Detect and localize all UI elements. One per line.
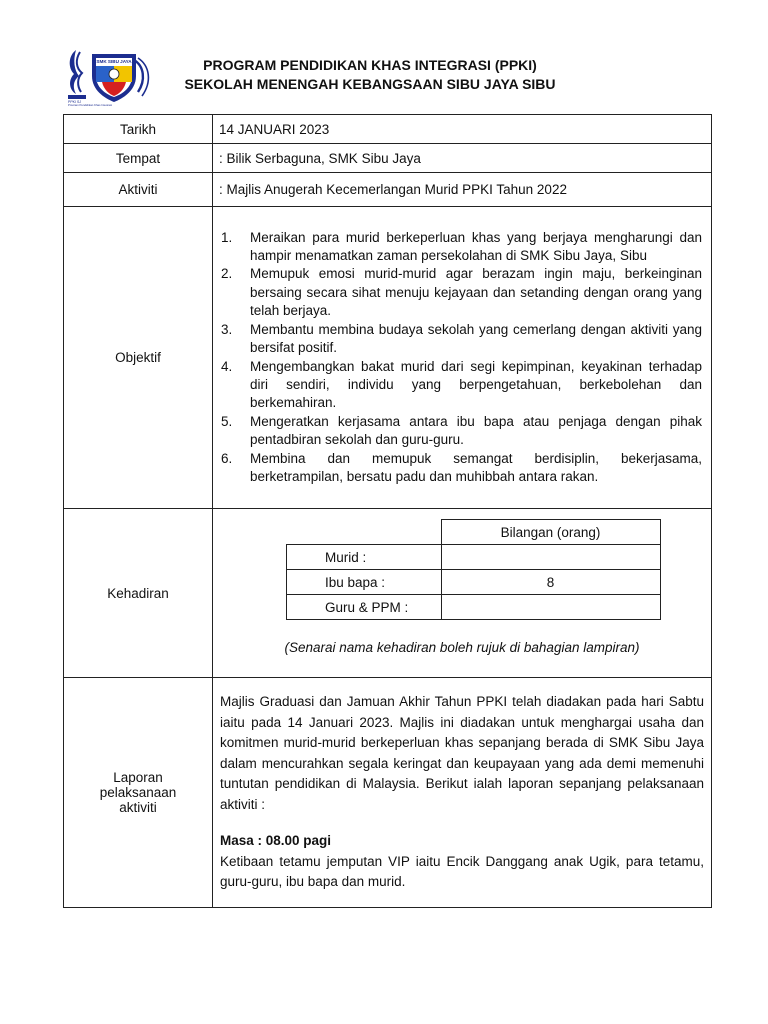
objektif-item: Mengeratkan kerjasama antara ibu bapa atau penjaga dengan pihak pentadbiran sekolah dan guru-guru. <box>250 413 702 448</box>
objektif-item: Meraikan para murid berkeperluan khas yang berjaya mengharungi dan hampir menamatkan zaman persekolahan di SMK Sibu Jaya, Sibu <box>250 229 702 264</box>
aktiviti-label: Aktiviti <box>64 173 213 207</box>
tarikh-value: 14 JANUARI 2023 <box>213 115 712 144</box>
row-laporan <box>64 678 712 908</box>
attendance-header-row <box>287 520 661 545</box>
svg-text:PPKI SJ: PPKI SJ <box>68 100 82 104</box>
row-tarikh <box>64 115 712 144</box>
attendance-row <box>287 545 661 570</box>
attendance-column-header: Bilangan (orang) <box>441 520 660 545</box>
svg-text:Program Pendidikan Khas Integr: Program Pendidikan Khas Integrasi <box>68 103 112 106</box>
laporan-label-line: pelaksanaan <box>99 785 177 800</box>
report-table <box>63 114 712 908</box>
ppki-emblem-icon <box>68 50 86 99</box>
kehadiran-label: Kehadiran <box>64 509 213 678</box>
masa-text: Ketibaan tetamu jemputan VIP iaitu Encik Danggang anak Ugik, para tetamu, guru-guru, ibu bapa dan murid. <box>220 853 704 890</box>
row-kehadiran <box>64 509 712 678</box>
attendance-row-value <box>441 545 660 570</box>
row-tempat <box>64 144 712 173</box>
laporan-label <box>64 678 213 908</box>
attendance-row-value <box>441 595 660 620</box>
laporan-label-line: aktiviti <box>119 800 157 815</box>
attendance-row <box>287 570 661 595</box>
objektif-label: Objektif <box>64 207 213 509</box>
row-aktiviti <box>64 173 712 207</box>
objektif-item: Memupuk emosi murid-murid agar berazam ingin maju, berkeinginan bersaing secara sihat menuju kejayaan dan setanding dengan orang yang telah berjaya. <box>250 266 702 319</box>
tempat-value: : Bilik Serbaguna, SMK Sibu Jaya <box>213 144 712 173</box>
header-program-title: PROGRAM PENDIDIKAN KHAS INTEGRASI (PPKI) <box>203 57 537 73</box>
objektif-content <box>213 207 712 509</box>
attendance-row-label: Ibu bapa : <box>287 570 442 595</box>
objektif-item: Membantu membina budaya sekolah yang cemerlang dengan aktiviti yang bersifat positif. <box>250 321 702 356</box>
laporan-intro: Majlis Graduasi dan Jamuan Akhir Tahun PPKI telah diadakan pada hari Sabtu iaitu pada 14 Januari 2023. Majlis ini diadakan untuk menghargai usaha dan komitmen murid-murid berkeperluan khas sepanjang berada di SMK Sibu Jaya dalam mencurahkan segala keringat dan keupayaan yang ada demi memenuhi tuntutan pendidikan di Malaysia. Berikut ialah laporan sepanjang pelaksanaan aktiviti : <box>220 694 704 812</box>
laporan-label-line: Laporan <box>113 770 163 785</box>
tempat-label: Tempat <box>64 144 213 173</box>
attendance-row-value: 8 <box>441 570 660 595</box>
aktiviti-value: : Majlis Anugerah Kecemerlangan Murid PPKI Tahun 2022 <box>213 173 712 207</box>
masa-title: Masa : 08.00 pagi <box>220 833 332 849</box>
objektif-list <box>214 227 710 489</box>
objektif-item: Mengembangkan bakat murid dari segi kepimpinan, keyakinan terhadap diri sendiri, individu yang berpengetahuan, berkebolehan dan berkemahiran. <box>250 358 702 411</box>
kehadiran-content <box>213 509 712 678</box>
tarikh-label: Tarikh <box>64 115 213 144</box>
header-school-name: SEKOLAH MENENGAH KEBANGSAAN SIBU JAYA SIBU <box>184 76 556 92</box>
laporan-content <box>213 678 712 908</box>
attendance-row <box>287 595 661 620</box>
svg-text:SMK SIBU JAYA: SMK SIBU JAYA <box>96 59 132 64</box>
attendance-row-label: Murid : <box>287 545 442 570</box>
attendance-row-label: Guru & PPM : <box>287 595 442 620</box>
school-logo <box>66 46 156 106</box>
row-objektif <box>64 207 712 509</box>
document-header <box>150 56 590 94</box>
objektif-item: Membina dan memupuk semangat berdisiplin, bekerjasama, berketrampilan, bersatu padu dan muhibbah antara rakan. <box>250 450 702 484</box>
attendance-note: (Senarai nama kehadiran boleh rujuk di bahagian lampiran) <box>284 640 640 655</box>
attendance-table <box>286 519 661 620</box>
